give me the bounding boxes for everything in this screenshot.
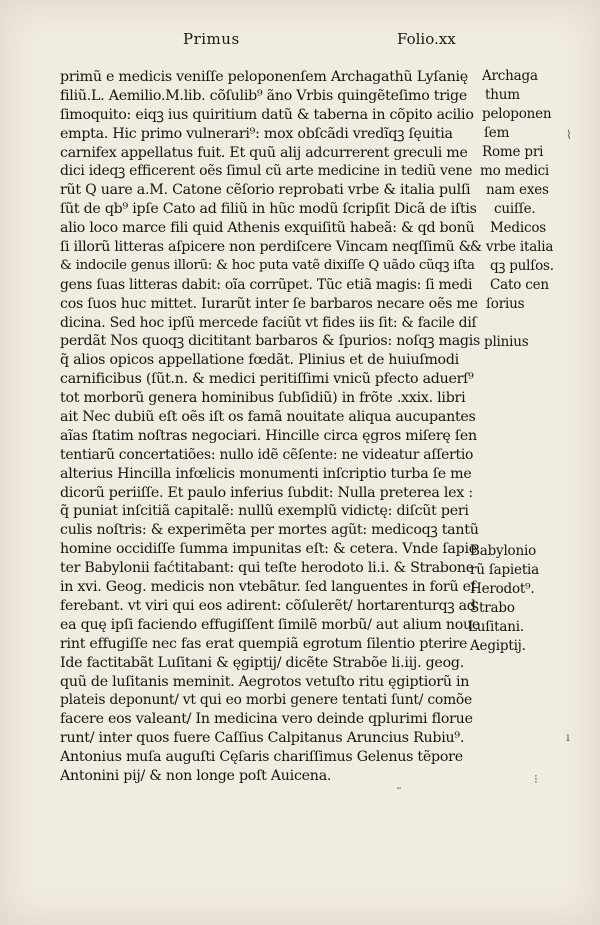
margin-note: & vrbe italia xyxy=(470,239,554,255)
text-line: ſũt de qb⁹ ipſe Cato ad filiũ in hũc modũ ſcripſit Dicã de iſtis xyxy=(60,201,477,218)
text-line: in xvi. Geog. medicis non vtebãtur. ſed languentes in forũ ef xyxy=(60,579,476,596)
text-line: tentiarũ concertatiões: nullo idẽ cẽſente: ne videatur aſſertio xyxy=(60,446,474,463)
margin-note: Babylonio xyxy=(470,543,537,559)
margin-note: qꝫ pulſos. xyxy=(490,258,554,274)
text-line: facere eos valeant/ In medicina vero deinde qplurimi florue xyxy=(60,711,473,728)
margin-note: Cato cen xyxy=(490,277,549,293)
margin-note: mo medici xyxy=(480,163,550,179)
margin-note: Medicos xyxy=(490,220,546,236)
text-line: dici ideqꝫ efficerent oẽs ſimul cũ arte medicine in tediũ vene xyxy=(60,163,473,180)
ink-mark: ⁝ xyxy=(534,772,538,786)
text-line: ter Babylonii faćtitabant: qui teſte herodoto li.i. & Strabone xyxy=(60,560,474,577)
margin-note: cuiſſe. xyxy=(494,201,536,217)
text-line: tot morborũ genera hominibus ſubſidiũ) in frõte .xxix. libri xyxy=(60,390,466,407)
text-line: alio loco marce fili quid Athenis exquiſitũ habeã: & qd bonũ xyxy=(60,220,475,237)
margin-note: peloponen xyxy=(482,106,552,122)
page-header xyxy=(0,30,600,52)
text-line: alterius Hincilla infœlicis monumenti inſcriptio turba ſe me xyxy=(60,465,472,482)
text-line: ea quę ipſi faciendo effugiſſent ſimilẽ morbũ/ aut alium noue xyxy=(60,616,480,633)
ink-mark: ı xyxy=(566,730,570,744)
text-line: ait Nec dubiũ eſt oẽs iſt os famã nouitate aliqua aucupantes xyxy=(60,409,476,426)
margin-note: ſorius xyxy=(486,296,525,312)
text-line: rũt Q uare a.M. Catone cẽſorio reprobati vrbe & italia pulſi xyxy=(60,182,471,199)
ink-mark: ⌇ xyxy=(566,128,572,142)
text-line: culis noſtris: & experimẽta per mortes agũt: medicoqꝫ tantũ xyxy=(60,522,479,539)
marginal-notes xyxy=(0,68,600,868)
text-line: primũ e medicis veniſſe peloponenſem Archagathũ Lyſanię xyxy=(60,69,468,85)
text-line: dicorũ periiſſe. Et paulo inferius ſubdit: Nulla preterea lex : xyxy=(60,484,473,501)
text-line: homine occidiſſe ſumma impunitas eſt: & cetera. Vnde ſapie xyxy=(60,541,477,558)
text-line: Antonius muſa auguſti Cęſaris chariſſimus Gelenus tẽpore xyxy=(60,749,463,766)
margin-note: ſem xyxy=(484,125,510,141)
margin-note: Archaga xyxy=(482,68,538,84)
margin-note: Strabo xyxy=(470,600,515,616)
text-line: dicina. Sed hoc ipſũ mercede faciũt vt fides iis ſit: & facile diſ xyxy=(60,314,477,331)
text-line: Antonini pij/ & non longe poſt Auicena. xyxy=(60,767,332,784)
text-line: gens ſuas litteras dabit: oĩa corrũpet. Tũc etiã magis: ſi medi xyxy=(60,276,473,293)
text-line: q̃ puniat inſcitiã capitalẽ: nullũ exemplũ vidictę: diſcũt peri xyxy=(60,503,469,520)
margin-note: nam exes xyxy=(486,182,549,198)
text-line: runt/ inter quos fuere Caſſius Calpitanus Aruncius Rubiu⁹. xyxy=(60,730,465,747)
text-line: carnificibus (ſũt.n. & medici peritiſſimi vnicũ pfecto aduerſ⁹ xyxy=(60,371,474,388)
text-line: aĩas ſtatim noſtras negociari. Hincille circa ęgros miſerę ſen xyxy=(60,427,477,444)
text-line: plateis deponunt/ vt qui eo morbi genere tentati ſunt/ comõe xyxy=(60,692,472,709)
text-line: Ide factitabãt Luſitani & ęgiptij/ dicẽte Strabõe li.iij. geog. xyxy=(60,654,464,671)
text-line: quũ de luſitanis meminit. Aegrotos vetuſto ritu ęgiptiorũ in xyxy=(60,673,470,690)
running-title: Primus xyxy=(183,30,240,48)
margin-note: thum xyxy=(485,87,520,103)
text-line: q̃ alios opicos appellatione fœdãt. Plinius et de huiuſmodi xyxy=(60,352,459,369)
margin-note: Herodot⁹. xyxy=(470,581,535,597)
text-line: ſi illorũ litteras aſpicere non perdiſcere Vincam neqſſimũ & xyxy=(60,239,472,256)
margin-note: rũ ſapietia xyxy=(470,562,540,578)
text-line: perdãt Nos quoqꝫ dicititant barbaros & ſpurios: noſqꝫ magis xyxy=(60,333,480,350)
text-line: rint effugiſſe nec fas erat quempiã egrotum ſilentio pterire xyxy=(60,635,468,652)
margin-note: Luſitani. xyxy=(468,619,524,635)
text-line: ferebant. vt viri qui eos adirent: cõſulerẽt/ hortarenturqꝫ ad xyxy=(60,597,476,614)
ink-mark: ˜ xyxy=(396,786,402,800)
margin-note: plinius xyxy=(484,334,529,350)
margin-note: Rome pri xyxy=(482,144,544,160)
text-line: carnifex appellatus fuit. Et quũ alij adcurrerent greculi me xyxy=(60,144,468,161)
folio-number: Folio.xx xyxy=(397,30,456,48)
text-line: ſimoquito: eiqꝫ ius quiritium datũ & taberna in cõpito acilio xyxy=(60,106,474,123)
text-line: empta. Hic primo vulnerari⁹: mox obſcãdi vredĩqꝫ ſęuitia xyxy=(60,125,453,142)
text-line: cos ſuos huc mittet. Iurarũt inter ſe barbaros necare oẽs me xyxy=(60,295,478,312)
margin-note: Aegiptij. xyxy=(470,638,526,654)
text-line: & indocile genus illorũ: & hoc puta vatẽ dixiſſe Q uãdo cũqꝫ iſta xyxy=(60,257,475,273)
text-line: filiũ.L. Aemilio.M.lib. cõſulib⁹ ãno Vrbis quingẽteſimo trige xyxy=(60,87,468,104)
